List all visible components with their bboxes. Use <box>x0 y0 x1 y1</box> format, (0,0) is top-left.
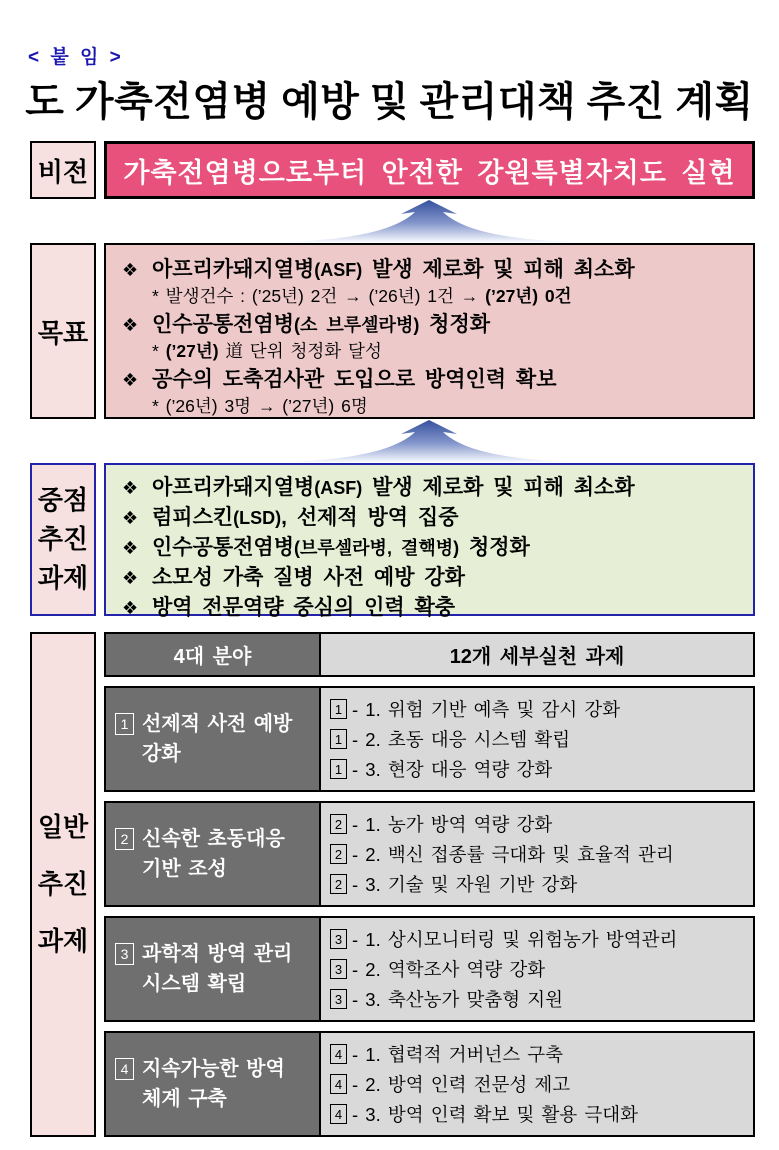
task-item <box>330 986 751 1012</box>
vision-section <box>30 141 755 199</box>
task-text: - 3. 기술 및 자원 기반 강화 <box>352 874 578 895</box>
focus-item <box>120 531 747 561</box>
goals-label: 목표 <box>37 317 89 348</box>
diamond-bullet-icon: ❖ <box>122 508 139 528</box>
focus-section <box>30 463 755 619</box>
goal-item <box>120 308 747 338</box>
up-arrow-icon <box>104 419 753 463</box>
boxed-number-icon: 2 <box>330 874 347 894</box>
goal-subnote <box>152 338 747 363</box>
category-text: 신속한 초동대응 기반 조성 <box>142 828 285 880</box>
goal-subnote-part: * <box>152 341 166 361</box>
tasks-table <box>104 632 755 1137</box>
goal-item <box>120 363 747 393</box>
goal-subnote-part: * 발생건수 : (’25년) 2건 → (’26년) 1건 → <box>152 286 486 306</box>
table-row <box>104 1031 755 1137</box>
boxed-number-icon: 3 <box>330 959 347 979</box>
focus-text-part: , 선제적 방역 집중 <box>281 506 459 529</box>
goal-text-paren: (소 브루셀라병) <box>294 315 420 335</box>
goal-text-part: 공수의 도축검사관 도입으로 방역인력 확보 <box>152 368 557 391</box>
tasks-cell <box>321 803 753 905</box>
boxed-number-icon: 1 <box>330 699 347 719</box>
task-item <box>330 956 751 982</box>
goal-subnote-part: 道 단위 청정화 달성 <box>218 341 382 361</box>
general-section <box>30 632 755 1137</box>
boxed-number-icon: 2 <box>115 828 134 850</box>
goal-subnote-bold: (’27년) <box>165 341 219 361</box>
focus-box <box>104 463 755 619</box>
up-arrow-svg <box>284 199 574 243</box>
task-text: - 3. 방역 인력 확보 및 활용 극대화 <box>352 1104 639 1125</box>
boxed-number-icon: 2 <box>330 814 347 834</box>
category-inner <box>115 939 315 999</box>
task-item <box>330 811 751 837</box>
goal-subnote-bold: (’27년) 0건 <box>485 286 572 306</box>
goals-section <box>30 243 755 419</box>
focus-text-part: 방역 전문역량 중심의 인력 확충 <box>152 596 456 619</box>
general-label-line: 과제 <box>37 926 89 957</box>
focus-text-part: 소모성 가축 질병 사전 예방 강화 <box>152 566 465 589</box>
boxed-number-icon: 1 <box>330 759 347 779</box>
table-header-tasks: 12개 세부실천 과제 <box>321 634 753 675</box>
category-text: 선제적 사전 예방 강화 <box>142 713 293 765</box>
goal-text <box>152 308 490 338</box>
focus-label-line: 과제 <box>37 563 89 593</box>
category-inner <box>115 1054 315 1114</box>
task-text: - 2. 백신 접종률 극대화 및 효율적 관리 <box>352 844 674 865</box>
focus-text-part: 인수공통전염병 <box>152 536 295 559</box>
boxed-number-icon: 2 <box>330 844 347 864</box>
focus-text <box>152 531 530 561</box>
diamond-bullet-icon: ❖ <box>122 370 139 390</box>
general-label-line: 추진 <box>37 868 89 899</box>
diamond-bullet-icon: ❖ <box>122 315 139 335</box>
boxed-number-icon: 4 <box>115 1058 134 1080</box>
general-label-box <box>30 632 96 1137</box>
category-cell <box>106 803 321 905</box>
focus-text <box>152 471 635 501</box>
task-text: - 2. 역학조사 역량 강화 <box>352 959 546 980</box>
goal-text-part: 아프리카돼지열병 <box>152 258 315 281</box>
task-item <box>330 726 751 752</box>
task-item <box>330 756 751 782</box>
tasks-cell <box>321 918 753 1020</box>
table-row <box>104 686 755 792</box>
focus-text-part: 발생 제로화 및 피해 최소화 <box>362 476 635 499</box>
focus-label-line: 추진 <box>37 524 89 554</box>
goal-text-part: 청정화 <box>419 313 491 336</box>
task-text: - 1. 협력적 거버넌스 구축 <box>352 1044 563 1065</box>
focus-text-paren: (브루셀라병, 결핵병) <box>294 538 460 558</box>
focus-item <box>120 471 747 501</box>
task-text: - 3. 현장 대응 역량 강화 <box>352 759 553 780</box>
general-label-line: 일반 <box>37 811 89 842</box>
goal-subnote-part: * (’26년) 3명 → (’27년) 6명 <box>152 396 368 416</box>
vision-banner <box>104 141 755 199</box>
focus-text-part: 청정화 <box>459 536 530 559</box>
focus-item <box>120 591 747 621</box>
diamond-bullet-icon: ❖ <box>122 568 139 588</box>
vision-label-box <box>30 141 96 199</box>
task-text: - 3. 축산농가 맞춤형 지원 <box>352 989 563 1010</box>
task-text: - 2. 방역 인력 전문성 제고 <box>352 1074 571 1095</box>
page-title: 도 가축전염병 예방 및 관리대책 추진 계획 <box>25 79 754 124</box>
boxed-number-icon: 4 <box>330 1074 347 1094</box>
goal-text <box>152 363 557 393</box>
boxed-number-icon: 3 <box>330 929 347 949</box>
goal-text-part: 인수공통전염병 <box>152 313 295 336</box>
table-row <box>104 801 755 907</box>
attachment-label: < 붙 임 > <box>28 47 124 68</box>
task-item <box>330 926 751 952</box>
table-header-category: 4대 분야 <box>106 634 321 675</box>
category-cell <box>106 1033 321 1135</box>
focus-text <box>152 561 465 591</box>
tasks-cell <box>321 688 753 790</box>
task-item <box>330 1071 751 1097</box>
vision-label: 비전 <box>37 156 89 187</box>
task-item <box>330 696 751 722</box>
task-text: - 2. 초동 대응 시스템 확립 <box>352 729 571 750</box>
boxed-number-icon: 4 <box>330 1104 347 1124</box>
focus-text-paren: (LSD) <box>233 508 282 528</box>
diamond-bullet-icon: ❖ <box>122 598 139 618</box>
diamond-bullet-icon: ❖ <box>122 260 139 280</box>
goal-text-part: 발생 제로화 및 피해 최소화 <box>362 258 635 281</box>
task-item <box>330 871 751 897</box>
goal-item <box>120 253 747 283</box>
focus-item <box>120 561 747 591</box>
focus-item <box>120 501 747 531</box>
up-arrow-svg <box>284 419 574 463</box>
category-inner <box>115 824 315 884</box>
goals-label-box <box>30 243 96 419</box>
goal-subnote <box>152 283 747 308</box>
task-item <box>330 1101 751 1127</box>
category-cell <box>106 688 321 790</box>
task-item <box>330 841 751 867</box>
table-header-row <box>104 632 755 677</box>
boxed-number-icon: 1 <box>115 713 134 735</box>
goal-text <box>152 253 635 283</box>
goals-box <box>104 243 755 419</box>
boxed-number-icon: 3 <box>115 943 134 965</box>
category-inner <box>115 709 315 769</box>
task-text: - 1. 상시모니터링 및 위험농가 방역관리 <box>352 929 678 950</box>
up-arrow-icon <box>104 199 753 243</box>
boxed-number-icon: 3 <box>330 989 347 1009</box>
diamond-bullet-icon: ❖ <box>122 478 139 498</box>
tasks-cell <box>321 1033 753 1135</box>
table-row <box>104 916 755 1022</box>
category-text: 지속가능한 방역 체계 구축 <box>142 1058 285 1110</box>
task-text: - 1. 위험 기반 예측 및 감시 강화 <box>352 699 621 720</box>
focus-label-box <box>30 463 96 616</box>
goal-subnote <box>152 393 747 418</box>
diamond-bullet-icon: ❖ <box>122 538 139 558</box>
focus-text-paren: (ASF) <box>314 478 363 498</box>
task-text: - 1. 농가 방역 역량 강화 <box>352 814 553 835</box>
vision-banner-text: 가축전염병으로부터 안전한 강원특별자치도 실현 <box>123 157 736 188</box>
boxed-number-icon: 1 <box>330 729 347 749</box>
goal-text-paren: (ASF) <box>314 260 363 280</box>
task-item <box>330 1041 751 1067</box>
boxed-number-icon: 4 <box>330 1044 347 1064</box>
category-text: 과학적 방역 관리 시스템 확립 <box>142 943 293 995</box>
focus-label-line: 중점 <box>37 485 89 515</box>
focus-text-part: 아프리카돼지열병 <box>152 476 315 499</box>
focus-text <box>152 591 455 621</box>
focus-text-part: 럼피스킨 <box>152 506 234 529</box>
focus-text <box>152 501 459 531</box>
category-cell <box>106 918 321 1020</box>
